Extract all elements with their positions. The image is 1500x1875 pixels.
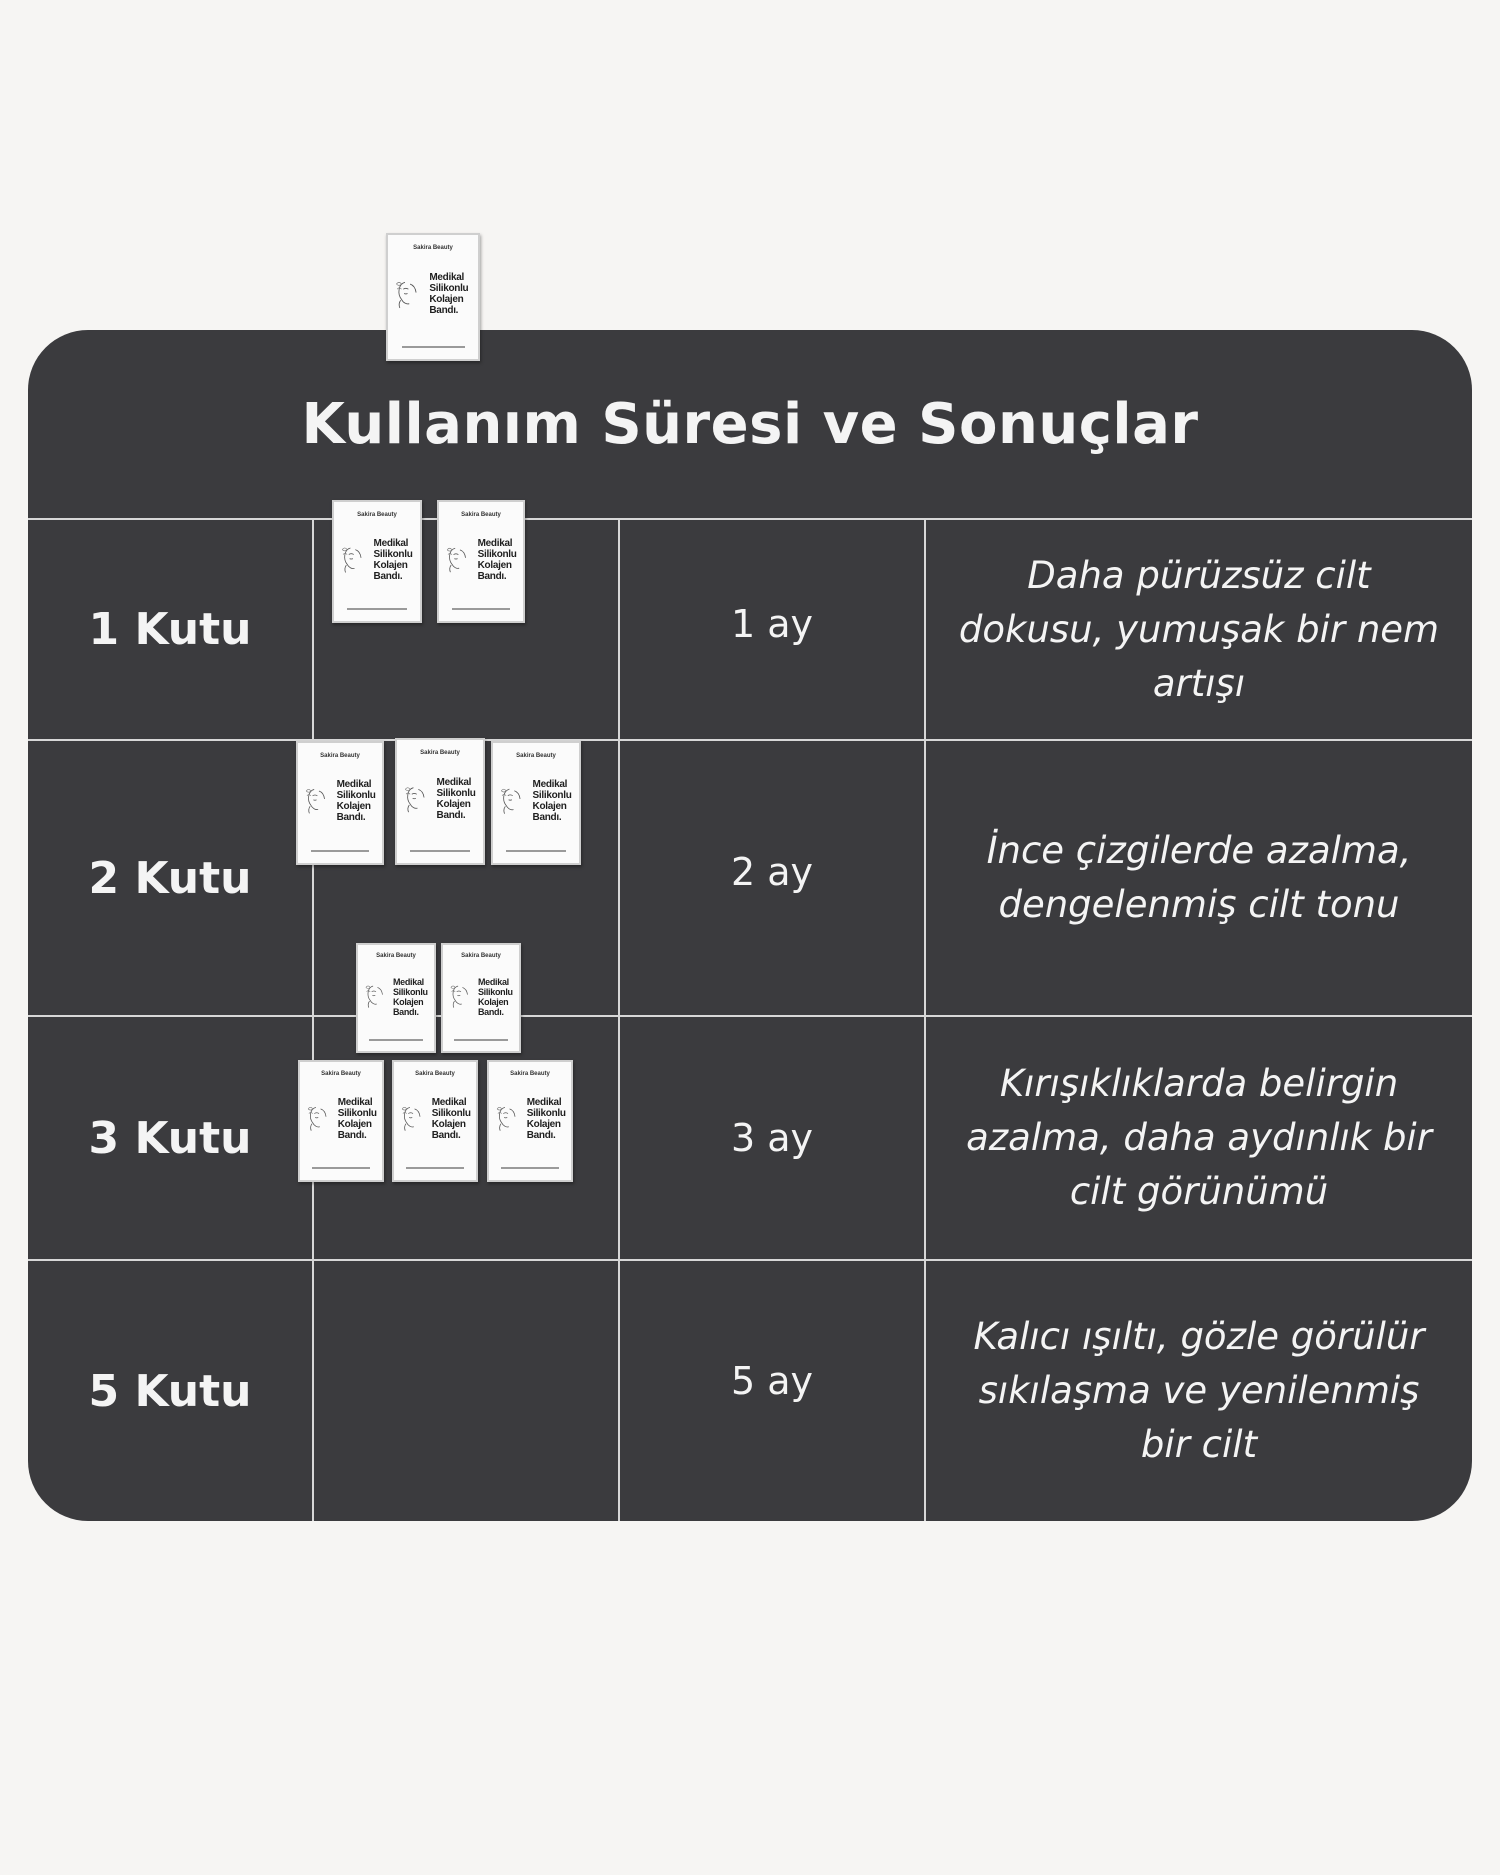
- face-illustration-icon: [363, 977, 392, 1015]
- pack-brand: Sakira Beauty: [516, 752, 556, 759]
- pack-brand: Sakira Beauty: [415, 1071, 455, 1078]
- pack-brand: Sakira Beauty: [420, 749, 460, 756]
- row-3-duration: 3 ay: [730, 1116, 814, 1160]
- pack-title: Medikal Silikonlu Kolajen Bandı.: [337, 1097, 377, 1142]
- pack-brand: Sakira Beauty: [510, 1071, 550, 1078]
- pack-title: Medikal Silikonlu Kolajen Bandı.: [373, 537, 413, 582]
- product-pack: [491, 741, 581, 865]
- pack-footer-line: [369, 1039, 422, 1041]
- pack-brand: Sakira Beauty: [321, 1071, 361, 1078]
- product-pack: [356, 943, 436, 1053]
- pack-title: Medikal Silikonlu Kolajen Bandı.: [526, 1097, 566, 1142]
- pack-title: Medikal Silikonlu Kolajen Bandı.: [336, 779, 376, 823]
- row-1-box-count: 1 Kutu: [88, 604, 252, 655]
- pack-title: Medikal Silikonlu Kolajen Bandı.: [431, 1097, 471, 1142]
- product-pack: [441, 943, 521, 1053]
- usage-table-card: [28, 244, 1472, 1521]
- pack-brand: Sakira Beauty: [413, 244, 453, 251]
- row-1-duration: 1 ay: [730, 601, 814, 646]
- pack-brand: Sakira Beauty: [461, 953, 501, 960]
- row-3-result: Kırışıklıklarda belirgin azalma, daha aydınlık bir cilt görünümü: [966, 1062, 1432, 1213]
- face-illustration-icon: [339, 538, 372, 581]
- face-illustration-icon: [393, 272, 427, 317]
- pack-title: Medikal Silikonlu Kolajen Bandı.: [477, 537, 517, 582]
- row-2-result: İnce çizgilerde azalma, dengelenmiş cilt tonu: [986, 829, 1412, 926]
- row-2-box-count: 2 Kutu: [88, 852, 252, 904]
- face-illustration-icon: [498, 779, 531, 822]
- pack-footer-line: [311, 850, 370, 852]
- face-illustration-icon: [444, 538, 476, 581]
- pack-footer-line: [452, 608, 511, 610]
- face-illustration-icon: [448, 977, 477, 1015]
- row-2-duration: 2 ay: [730, 850, 814, 894]
- pack-footer-line: [402, 346, 465, 348]
- pack-title: Medikal Silikonlu Kolajen Bandı.: [477, 976, 513, 1017]
- pack-title: Medikal Silikonlu Kolajen Bandı.: [436, 776, 476, 821]
- product-pack: [386, 233, 480, 361]
- face-illustration-icon: [402, 777, 435, 821]
- face-illustration-icon: [305, 1097, 336, 1139]
- product-pack: [487, 1060, 573, 1182]
- product-pack: [437, 500, 525, 623]
- product-pack: [395, 738, 485, 865]
- row-4-result: Kalıcı ışıltı, gözle görülür sıkılaşma ve yenilenmiş bir cilt: [973, 1315, 1425, 1466]
- row-1-result: Daha pürüzsüz cilt dokusu, yumuşak bir nem artışı: [958, 553, 1440, 705]
- pack-footer-line: [506, 850, 566, 852]
- face-illustration-icon: [399, 1097, 430, 1139]
- row-4-duration: 5 ay: [730, 1359, 814, 1403]
- product-pack: [332, 500, 422, 623]
- pack-title: Medikal Silikonlu Kolajen Bandı.: [532, 779, 572, 823]
- pack-footer-line: [410, 850, 470, 852]
- pack-footer-line: [501, 1167, 558, 1169]
- table-title: Kullanım Süresi ve Sonuçlar: [301, 391, 1199, 457]
- pack-title: Medikal Silikonlu Kolajen Bandı.: [429, 272, 469, 317]
- pack-footer-line: [347, 608, 407, 610]
- face-illustration-icon: [494, 1097, 525, 1139]
- pack-footer-line: [312, 1167, 369, 1169]
- pack-footer-line: [406, 1167, 463, 1169]
- pack-brand: Sakira Beauty: [357, 511, 397, 518]
- product-pack: [296, 741, 384, 865]
- row-3-box-count: 3 Kutu: [88, 1112, 252, 1164]
- face-illustration-icon: [303, 779, 335, 822]
- row-4-product-image: [314, 1261, 618, 1521]
- pack-brand: Sakira Beauty: [376, 953, 416, 960]
- pack-title: Medikal Silikonlu Kolajen Bandı.: [392, 976, 428, 1017]
- pack-brand: Sakira Beauty: [320, 752, 360, 759]
- pack-footer-line: [454, 1039, 507, 1041]
- row-4-box-count: 5 Kutu: [88, 1365, 252, 1417]
- pack-brand: Sakira Beauty: [461, 511, 501, 518]
- product-pack: [392, 1060, 478, 1182]
- product-pack: [298, 1060, 384, 1182]
